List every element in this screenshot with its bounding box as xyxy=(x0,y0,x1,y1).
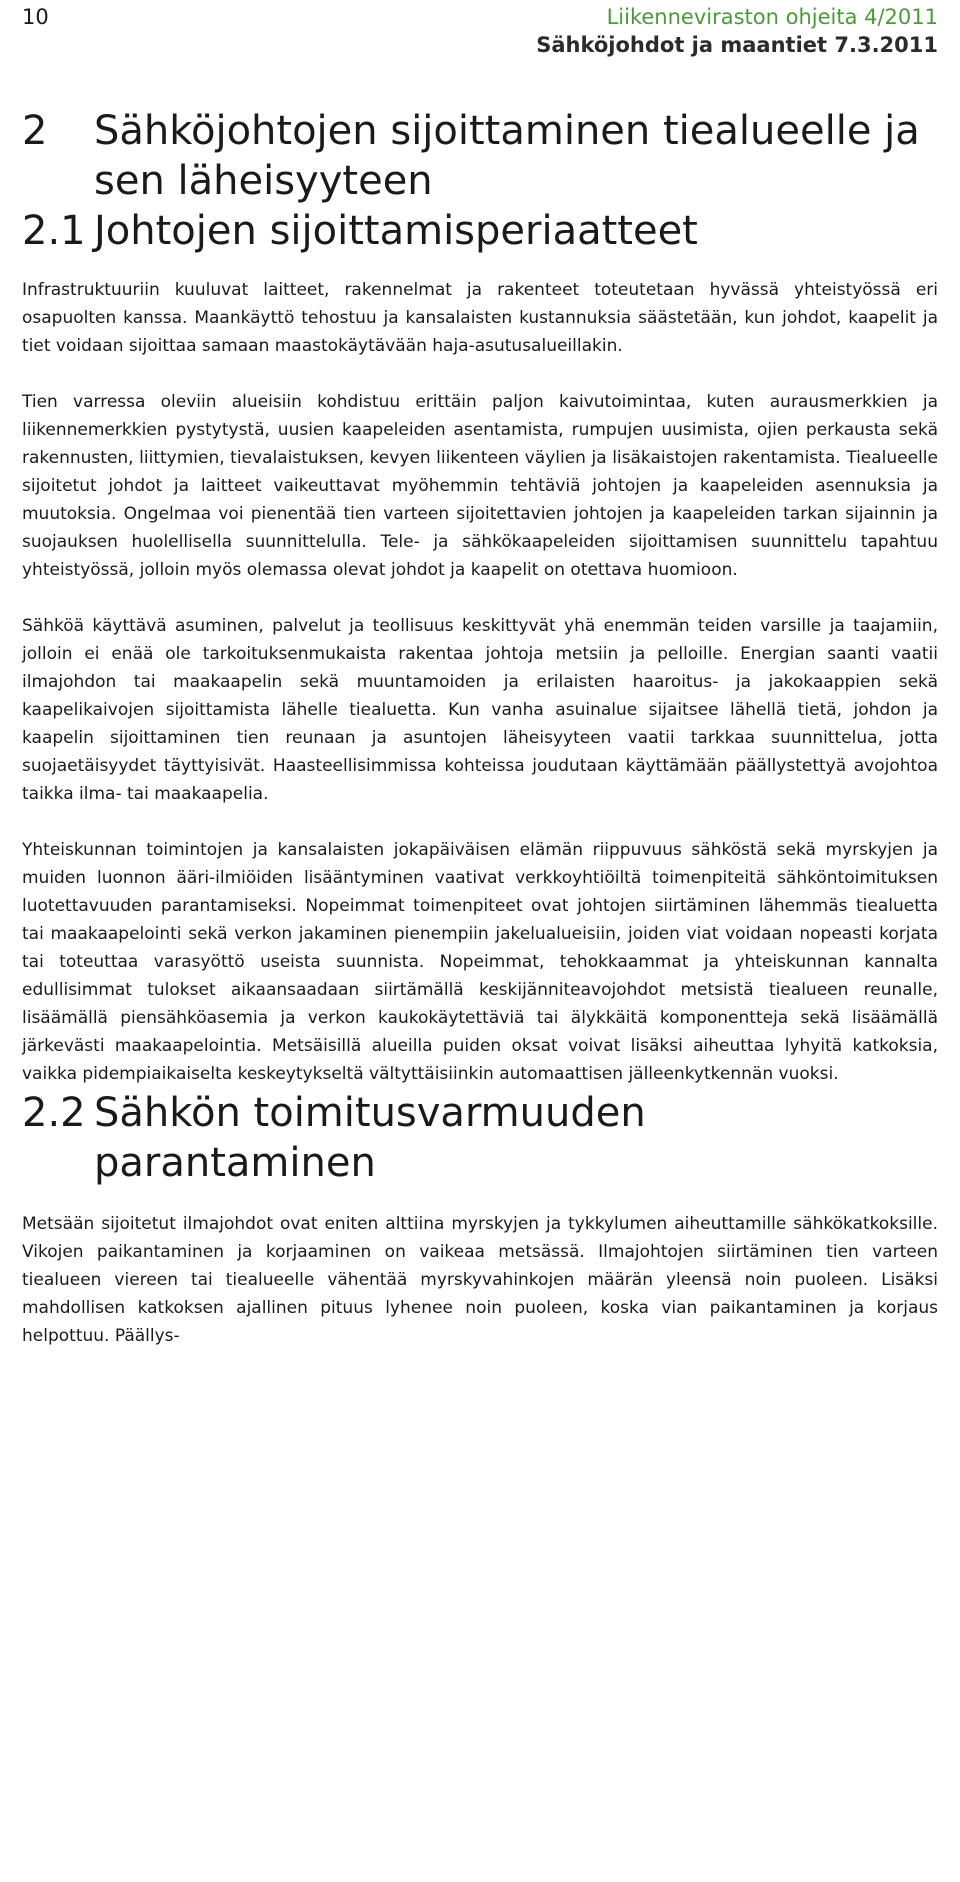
section-number: 2.2 xyxy=(22,1090,86,1136)
body-paragraph: Metsään sijoitetut ilmajohdot ovat eniten alttiina myrskyjen ja tykkylumen aiheuttamille sähkökatkoksille. Vikojen paikantaminen ja korjaaminen on vaikeaa metsässä. Ilmajohtojen siirtäminen tien varteen tiealueen viereen tai tiealueelle vähentää myrskyvahinkojen määrän yleensä noin puoleen. Lisäksi mahdollisen katkoksen ajallinen pituus lyhenee noin puoleen, koska vian paikantaminen ja korjaus helpottuu. Päällys- xyxy=(22,1214,938,1346)
section-heading-2-2 xyxy=(22,1088,938,1188)
publication-title: Liikenneviraston ohjeita 4/2011 xyxy=(606,5,938,29)
section-title: Sähkön toimitusvarmuuden parantaminen xyxy=(94,1090,646,1186)
body-paragraph: Sähköä käyttävä asuminen, palvelut ja teollisuus keskittyvät yhä enemmän teiden varsille ja taajamiin, jolloin ei enää ole tarkoituksenmukaista rakentaa johtoja metsiin ja pelloille. Energian saanti vaatii ilmajohdon tai maakaapelin sekä muuntamoiden ja erilaisten haaroitus- ja jakokaappien sekä kaapelikaivojen sijoittamista lähelle tiealuetta. Kun vanha asuinalue sijaitsee lähellä tietä, johdon ja kaapelin sijoittaminen tien reunaan ja asuntojen läheisyyteen vaatii tarkkaa suunnittelua, jotta suojaetäisyydet täyttyisivät. Haasteellisimmissa kohteissa joudutaan käyttämään päällystettyä avojohtoa taikka ilma- tai maakaapelia. xyxy=(22,616,938,804)
body-paragraph: Tien varressa oleviin alueisiin kohdistuu erittäin paljon kaivutoimintaa, kuten aurausmerkkien ja liikennemerkkien pystytystä, uusien kaapeleiden asentamista, rumpujen uusimista, ojien perkausta sekä rakennusten, liittymien, tievalaistuksen, kevyen liikenteen väylien ja lisäkaistojen rakentamista. Tiealueelle sijoitetut johdot ja laitteet vaikeuttavat myöhemmin tehtäviä johtojen ja kaapeleiden asennuksia ja muutoksia. Ongelmaa voi pienentää tien varteen sijoitettavien johtojen ja kaapeleiden tarkan sijainnin ja suojauksen huolellisella suunnittelulla. Tele- ja sähkökaapeleiden sijoittamisen suunnittelu tapahtuu yhteistyössä, jolloin myös olemassa olevat johdot ja kaapelit on otettava huomioon. xyxy=(22,392,938,580)
section-heading-2-1 xyxy=(22,206,938,256)
page-number: 10 xyxy=(22,5,49,29)
chapter-number: 2 xyxy=(22,108,48,154)
section-number: 2.1 xyxy=(22,208,86,254)
running-header xyxy=(536,4,938,58)
body-paragraph: Yhteiskunnan toimintojen ja kansalaisten jokapäiväisen elämän riippuvuus sähköstä sekä myrskyjen ja muiden luonnon ääri-ilmiöiden lisääntyminen vaativat verkkoyhtiöiltä toimenpiteitä sähköntoimituksen luotettavuuden parantamiseksi. Nopeimmat toimenpiteet ovat johtojen siirtäminen lähemmäs tiealuetta tai maakaapelointi sekä verkon jakaminen pienempiin jakelualueisiin, joiden viat voidaan nopeasti korjata tai toteuttaa varasyöttö useista suunnista. Nopeimmat, tehokkaammat ja yhteiskunnan kannalta edullisimmat tulokset aikaansaadaan siirtämällä keskijänniteavojohdot metsistä tiealueen reunalle, lisäämällä piensähköasemia ja verkon kaukokäytettäviä tai älykkäitä komponentteja sekä lisäämällä järkevästi maakaapelointia. Metsäisillä alueilla puiden oksat voivat lisäksi aiheuttaa lyhyitä katkoksia, vaikka pidempiaikaiselta keskeytykseltä vältyttäisiinkin automaattisen jälleenkytkennän vuoksi. xyxy=(22,840,938,1084)
page-header xyxy=(22,0,938,60)
body-paragraph: Infrastruktuuriin kuuluvat laitteet, rakennelmat ja rakenteet toteutetaan hyvässä yhteistyössä eri osapuolten kanssa. Maankäyttö tehostuu ja kansalaisten kustannuksia säästetään, kun johdot, kaapelit ja tiet voidaan sijoittaa samaan maastokäytävään haja-asutusalueillakin. xyxy=(22,280,938,356)
chapter-title: Sähköjohtojen sijoittaminen tiealueelle ja sen läheisyyteen xyxy=(94,108,920,204)
section-title: Johtojen sijoittamisperiaatteet xyxy=(94,208,698,254)
document-subtitle: Sähköjohdot ja maantiet 7.3.2011 xyxy=(536,33,938,57)
chapter-heading xyxy=(22,106,938,206)
